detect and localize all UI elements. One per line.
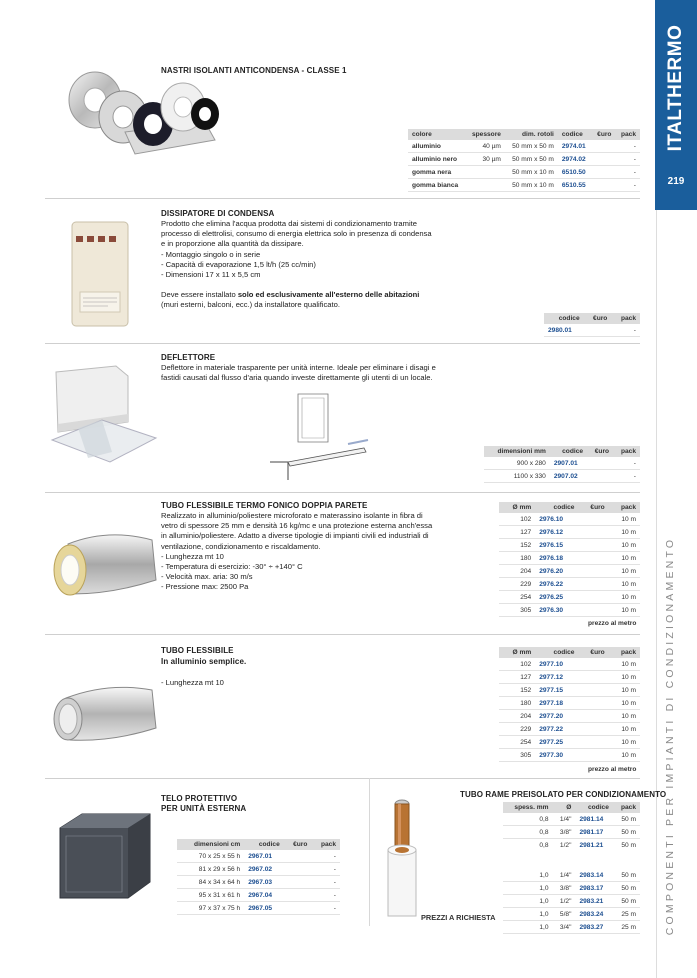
cell: 50 mm x 10 m (505, 179, 558, 192)
cell: 1,0 (503, 908, 553, 921)
price-note: prezzo al metro (588, 620, 637, 627)
col-header: pack (613, 446, 640, 457)
product-code: 2976.25 (535, 591, 578, 604)
tubo-flex-illustration (48, 676, 160, 752)
table-row (408, 166, 640, 179)
col-header: €uro (587, 446, 613, 457)
cell (284, 863, 312, 876)
cell: 95 x 31 x 61 h (177, 889, 244, 902)
cell: 84 x 34 x 64 h (177, 876, 244, 889)
text-line: - Lunghezza mt 10 (161, 551, 224, 561)
text-line: - Temperatura di esercizio: -30° ÷ +140° C (161, 562, 303, 572)
text-line: - Capacità di evaporazione 1,5 lt/h (25 cc/min) (161, 259, 316, 269)
text-line: fastidi causati dal flusso d'aria quando investe direttamente gli utenti di un locale. (161, 373, 433, 383)
cell: 229 (499, 578, 535, 591)
cell: 10 m (609, 710, 640, 723)
product-code: 2976.18 (535, 552, 578, 565)
table-row (499, 723, 640, 736)
cell (578, 578, 608, 591)
text-line: - Lunghezza mt 10 (161, 678, 224, 687)
tubo-flex-description (161, 678, 461, 688)
text-line: in alluminio/poliestere. Adatto a diverse tipologie di impianti civili ed industriali di (161, 531, 429, 541)
cell (578, 552, 608, 565)
cell: 50 mm x 50 m (505, 153, 558, 166)
col-header: €uro (578, 502, 608, 513)
tubo-rame-table (503, 802, 640, 934)
cell: 97 x 37 x 75 h (177, 902, 244, 915)
cell: 50 m (613, 826, 640, 839)
cell (284, 850, 312, 863)
col-header: Ø mm (499, 502, 535, 513)
dissipatore-title: DISSIPATORE DI CONDENSA (161, 209, 275, 218)
table-row (503, 921, 640, 934)
deflettore-drawing (268, 392, 378, 482)
col-header: pack (311, 839, 340, 850)
col-header: codice (535, 502, 578, 513)
col-header: spess. mm (503, 802, 553, 813)
product-code: 2983.21 (575, 895, 612, 908)
cell: 127 (499, 526, 535, 539)
product-code: 2977.18 (535, 697, 578, 710)
cell (592, 166, 616, 179)
cell: 10 m (609, 526, 640, 539)
table-row (503, 869, 640, 882)
cell: 10 m (609, 723, 640, 736)
table-row (503, 853, 640, 869)
text-line: - Montaggio singolo o in serie (161, 249, 261, 259)
deflettore-illustration (48, 362, 160, 466)
product-code: 2983.17 (575, 882, 612, 895)
col-header: €uro (284, 839, 312, 850)
cell (466, 179, 505, 192)
table-row (499, 749, 640, 762)
cell: 10 m (609, 565, 640, 578)
table-row (499, 604, 640, 617)
cell (578, 749, 608, 762)
cell: - (615, 179, 640, 192)
product-code: 2981.14 (575, 813, 612, 826)
col-header: dimensioni mm (484, 446, 550, 457)
cell: - (615, 166, 640, 179)
col-header: pack (609, 502, 640, 513)
cell: - (311, 889, 340, 902)
product-code: 2977.25 (535, 736, 578, 749)
nastri-table (408, 129, 640, 192)
dissipatore-illustration (68, 218, 132, 330)
dissipatore-description (161, 219, 461, 311)
table-row (499, 684, 640, 697)
table-row (408, 153, 640, 166)
cell: 204 (499, 710, 535, 723)
cell (578, 539, 608, 552)
table-row (499, 513, 640, 526)
text-line: Deflettore in materiale trasparente per unità interne. Ideale per eliminare i disagi e (161, 363, 436, 372)
table-row (499, 671, 640, 684)
tubo-termo-table (499, 502, 640, 617)
tubo-flex-subtitle: In alluminio semplice. (161, 657, 247, 666)
table-row (499, 697, 640, 710)
col-header: pack (609, 647, 640, 658)
cell: - (311, 876, 340, 889)
deflettore-description (161, 363, 461, 383)
product-code: 2976.30 (535, 604, 578, 617)
product-code: 2967.03 (244, 876, 284, 889)
cell: 50 mm x 50 m (505, 140, 558, 153)
text-line: - Velocità max. aria: 30 m/s (161, 572, 253, 582)
col-header: codice (544, 313, 584, 324)
cell: - (611, 324, 640, 337)
nastri-illustration (55, 62, 227, 162)
cell: 50 m (613, 813, 640, 826)
text-line: Prodotto che elimina l'acqua prodotta dai sistemi di condizionamento tramite (161, 219, 417, 228)
cell: 10 m (609, 697, 640, 710)
telo-table (177, 839, 340, 915)
cell: 152 (499, 539, 535, 552)
cell: 81 x 29 x 56 h (177, 863, 244, 876)
cell: 305 (499, 604, 535, 617)
col-header: codice (244, 839, 284, 850)
table-row (177, 850, 340, 863)
page-number: 219 (667, 176, 685, 187)
cell (578, 604, 608, 617)
cell: alluminio nero (408, 153, 466, 166)
text-line: Realizzato in alluminio/poliestere microforato e materassino isolante in fibra di (161, 511, 423, 520)
cell (592, 153, 616, 166)
cell: 10 m (609, 539, 640, 552)
col-header: spessore (466, 129, 505, 140)
section-divider (45, 343, 640, 344)
product-code: 2907.01 (550, 457, 587, 470)
product-code: 2907.02 (550, 470, 587, 483)
text-line: processo di elettrolisi, consumo di energia elettrica solo in presenza di condensa (161, 229, 432, 239)
table-row (408, 140, 640, 153)
dissipatore-table (544, 313, 640, 337)
table-row (484, 457, 640, 470)
col-header: codice (575, 802, 612, 813)
cell: 10 m (609, 513, 640, 526)
table-row (503, 895, 640, 908)
product-code: 2974.01 (558, 140, 592, 153)
table-row (503, 908, 640, 921)
tubo-flex-table (499, 647, 640, 762)
column-divider (369, 778, 370, 926)
table-row (503, 839, 640, 854)
cell: 0,8 (503, 826, 553, 839)
cell: 10 m (609, 736, 640, 749)
cell (284, 902, 312, 915)
text-line: (muri esterni, balconi, ecc.) da installatore qualificato. (161, 300, 340, 310)
cell (592, 140, 616, 153)
price-on-request-note: PREZZI A RICHIESTA (421, 913, 496, 922)
cell (578, 671, 608, 684)
cell: 70 x 25 x 55 h (177, 850, 244, 863)
table-row (503, 882, 640, 895)
product-code: 6510.55 (558, 179, 592, 192)
product-code: 2976.22 (535, 578, 578, 591)
table-row (499, 710, 640, 723)
cell: - (615, 153, 640, 166)
cell: - (311, 902, 340, 915)
table-row (499, 658, 640, 671)
table-row (408, 179, 640, 192)
cell: 1,0 (503, 882, 553, 895)
cell: 30 µm (466, 153, 505, 166)
section-divider (45, 778, 640, 779)
col-header: colore (408, 129, 466, 140)
cell (578, 684, 608, 697)
table-row (499, 526, 640, 539)
cell: 5/8" (553, 908, 576, 921)
table-row (484, 470, 640, 483)
cell: 50 m (613, 895, 640, 908)
cell (578, 526, 608, 539)
cell (578, 658, 608, 671)
cell: 50 m (613, 839, 640, 854)
cell (592, 179, 616, 192)
text-line: - Dimensioni 17 x 11 x 5,5 cm (161, 270, 261, 280)
cell: 1,0 (503, 895, 553, 908)
product-code: 2980.01 (544, 324, 584, 337)
text-line: vetro di spessore 25 mm e densità 16 kg/mc e una protezione esterna anch'essa (161, 521, 433, 531)
section-divider (45, 198, 640, 199)
cell: 102 (499, 658, 535, 671)
side-divider (656, 210, 657, 978)
cell: 3/8" (553, 882, 576, 895)
cell: 1,0 (503, 921, 553, 934)
tubo-termo-title: TUBO FLESSIBILE TERMO FONICO DOPPIA PARETE (161, 501, 368, 510)
col-header: pack (615, 129, 640, 140)
product-code: 2967.02 (244, 863, 284, 876)
product-code: 2981.21 (575, 839, 612, 854)
product-code: 2977.15 (535, 684, 578, 697)
cell (578, 513, 608, 526)
tubo-termo-illustration (48, 524, 160, 604)
table-row (499, 552, 640, 565)
cell: 254 (499, 591, 535, 604)
section-divider (45, 492, 640, 493)
cell: 10 m (609, 591, 640, 604)
cell: 40 µm (466, 140, 505, 153)
product-code: 2977.22 (535, 723, 578, 736)
product-code: 2977.30 (535, 749, 578, 762)
cell: 10 m (609, 604, 640, 617)
cell: - (613, 470, 640, 483)
cell: 254 (499, 736, 535, 749)
cell: 10 m (609, 552, 640, 565)
tubo-flex-title: TUBO FLESSIBILE (161, 646, 234, 655)
cell (284, 876, 312, 889)
product-code: 2976.15 (535, 539, 578, 552)
product-code: 2983.14 (575, 869, 612, 882)
product-code: 2967.04 (244, 889, 284, 902)
nastri-title: NASTRI ISOLANTI ANTICONDENSA - CLASSE 1 (161, 66, 347, 75)
cell: 0,8 (503, 839, 553, 854)
product-code: 6510.50 (558, 166, 592, 179)
cell (466, 166, 505, 179)
cell: - (311, 850, 340, 863)
tubo-termo-description (161, 511, 461, 593)
telo-title: TELO PROTETTIVO (161, 794, 238, 803)
product-code: 2983.24 (575, 908, 612, 921)
cell: 180 (499, 697, 535, 710)
product-code: 2976.10 (535, 513, 578, 526)
cell (578, 736, 608, 749)
cell: 10 m (609, 658, 640, 671)
cell: gomma nera (408, 166, 466, 179)
section-side-title: COMPONENTI PER IMPIANTI DI CONDIZIONAMENTO (664, 536, 676, 936)
col-header: €uro (584, 313, 612, 324)
col-header: codice (558, 129, 592, 140)
text: Deve essere installato (161, 290, 238, 300)
cell: 102 (499, 513, 535, 526)
product-code: 2967.01 (244, 850, 284, 863)
table-row (499, 578, 640, 591)
cell (587, 457, 613, 470)
text-line: - Pressione max: 2500 Pa (161, 582, 249, 592)
col-header: dimensioni cm (177, 839, 244, 850)
table-row (177, 889, 340, 902)
telo-illustration (52, 808, 156, 904)
cell: 1/2" (553, 839, 576, 854)
product-code: 2976.12 (535, 526, 578, 539)
product-code: 2974.02 (558, 153, 592, 166)
cell (584, 324, 612, 337)
product-code: 2983.27 (575, 921, 612, 934)
table-row (499, 736, 640, 749)
table-row (177, 876, 340, 889)
cell: 229 (499, 723, 535, 736)
product-code: 2977.12 (535, 671, 578, 684)
deflettore-table (484, 446, 640, 483)
cell: 127 (499, 671, 535, 684)
product-code: 2967.05 (244, 902, 284, 915)
col-header: pack (611, 313, 640, 324)
cell: 25 m (613, 921, 640, 934)
tubo-rame-illustration (382, 796, 422, 920)
table-row (499, 565, 640, 578)
cell: 10 m (609, 578, 640, 591)
cell: - (615, 140, 640, 153)
cell: 1,0 (503, 869, 553, 882)
cell: 0,8 (503, 813, 553, 826)
col-header: Ø mm (499, 647, 535, 658)
cell: 305 (499, 749, 535, 762)
col-header: Ø (553, 802, 576, 813)
warning-line (161, 290, 461, 300)
col-header: codice (535, 647, 578, 658)
deflettore-title: DEFLETTORE (161, 353, 216, 362)
text-line: ventilazione, condizionamento e riscaldamento. (161, 541, 321, 551)
text-line: e in proporzione alla quantità da dissipare. (161, 239, 304, 249)
cell: 10 m (609, 684, 640, 697)
col-header: €uro (578, 647, 608, 658)
cell: - (613, 457, 640, 470)
cell (578, 591, 608, 604)
cell: 50 m (613, 869, 640, 882)
cell: 1/2" (553, 895, 576, 908)
cell: 25 m (613, 908, 640, 921)
cell: 180 (499, 552, 535, 565)
cell: 1100 x 330 (484, 470, 550, 483)
cell: 10 m (609, 671, 640, 684)
telo-subtitle: PER UNITÀ ESTERNA (161, 804, 247, 813)
cell: 10 m (609, 749, 640, 762)
cell (578, 723, 608, 736)
table-row (503, 826, 640, 839)
cell: 1/4" (553, 813, 576, 826)
col-header: €uro (592, 129, 616, 140)
product-code: 2977.20 (535, 710, 578, 723)
bold-text: solo ed esclusivamente all'esterno delle abitazioni (237, 290, 420, 300)
cell (578, 565, 608, 578)
cell: gomma bianca (408, 179, 466, 192)
cell (578, 697, 608, 710)
section-divider (45, 634, 640, 635)
price-note: prezzo al metro (588, 766, 637, 773)
col-header: pack (613, 802, 640, 813)
table-row (544, 324, 640, 337)
table-row (499, 539, 640, 552)
cell (578, 710, 608, 723)
table-row (503, 813, 640, 826)
cell: - (311, 863, 340, 876)
cell: 1/4" (553, 869, 576, 882)
cell: 900 x 280 (484, 457, 550, 470)
cell (587, 470, 613, 483)
col-header: dim. rotoli (505, 129, 558, 140)
col-header: codice (550, 446, 587, 457)
cell: 152 (499, 684, 535, 697)
cell: 3/8" (553, 826, 576, 839)
row-gap (503, 853, 640, 869)
tubo-rame-title: TUBO RAME PREISOLATO PER CONDIZIONAMENTO (460, 790, 667, 799)
table-row (177, 863, 340, 876)
product-code: 2981.17 (575, 826, 612, 839)
cell: 50 mm x 10 m (505, 166, 558, 179)
product-code: 2976.20 (535, 565, 578, 578)
cell: 204 (499, 565, 535, 578)
cell: alluminio (408, 140, 466, 153)
table-row (499, 591, 640, 604)
table-row (177, 902, 340, 915)
product-code: 2977.10 (535, 658, 578, 671)
brand-logo: ITALTHERMO (665, 24, 686, 152)
cell: 3/4" (553, 921, 576, 934)
cell (284, 889, 312, 902)
cell: 50 m (613, 882, 640, 895)
